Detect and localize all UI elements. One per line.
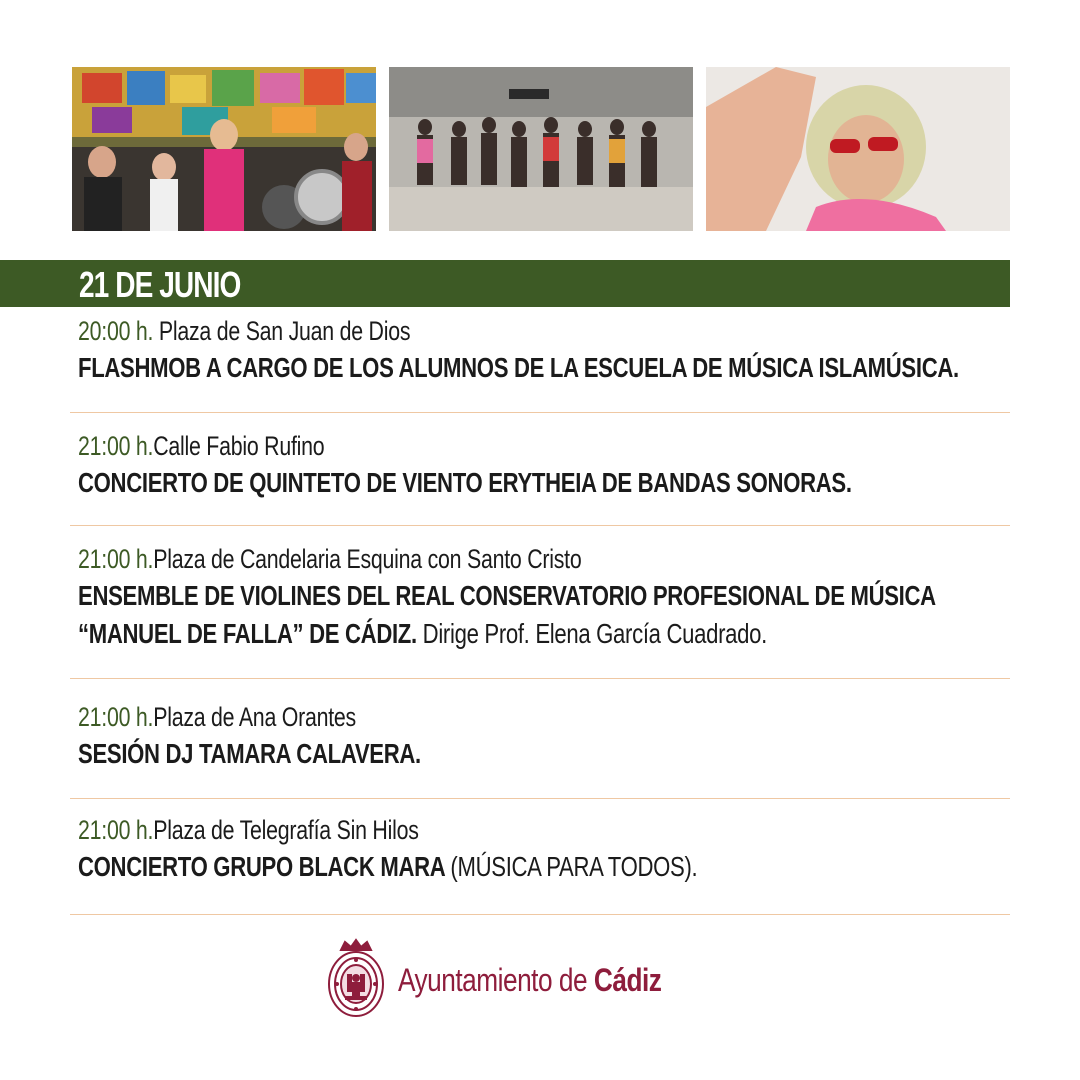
event-when-where: [78, 541, 814, 577]
event-place: Plaza de Telegrafía Sin Hilos: [153, 815, 419, 845]
brand-prefix: Ayuntamiento de: [398, 962, 588, 998]
event-item: [70, 799, 1010, 915]
event-time: 20:00 h.: [78, 316, 154, 346]
event-title-continued: [78, 615, 814, 653]
event-place: Plaza de Ana Orantes: [153, 702, 356, 732]
event-item: [70, 413, 1010, 526]
event-title-note: (MÚSICA PARA TODOS).: [450, 851, 698, 882]
date-heading: 21 DE JUNIO: [79, 264, 241, 305]
event-place: Plaza de Candelaria Esquina con Santo Cristo: [153, 544, 582, 574]
event-title: FLASHMOB A CARGO DE LOS ALUMNOS DE LA ESCUELA DE MÚSICA ISLAMÚSICA.: [78, 352, 959, 383]
photo-strip: [72, 67, 1010, 231]
event-time: 21:00 h.: [78, 815, 154, 845]
dj-portrait-photo: [706, 67, 1010, 231]
event-item: [70, 679, 1010, 799]
event-title: [78, 848, 814, 886]
band-playing-photo: [72, 67, 376, 231]
event-title: CONCIERTO DE QUINTETO DE VIENTO ERYTHEIA DE BANDAS SONORAS.: [78, 467, 852, 498]
event-time: 21:00 h.: [78, 702, 154, 732]
flashmob-crowd-photo: [389, 67, 693, 231]
event-title: SESIÓN DJ TAMARA CALAVERA.: [78, 738, 421, 769]
brand-name: Cádiz: [593, 962, 662, 998]
event-when-where: [78, 313, 814, 349]
event-title: ENSEMBLE DE VIOLINES DEL REAL CONSERVATORIO PROFESIONAL DE MÚSICA: [78, 580, 936, 611]
event-title-part: “MANUEL DE FALLA” DE CÁDIZ.: [78, 618, 417, 649]
footer-logo: [325, 938, 745, 1020]
event-when-where: [78, 812, 814, 848]
event-when-where: [78, 699, 814, 735]
footer-brand: [398, 960, 661, 1000]
event-item: [70, 307, 1010, 413]
event-item: [70, 526, 1010, 679]
event-place: Plaza de San Juan de Dios: [158, 316, 411, 346]
event-place: Calle Fabio Rufino: [153, 431, 325, 461]
event-time: 21:00 h.: [78, 544, 154, 574]
event-title-part: CONCIERTO GRUPO BLACK MARA: [78, 851, 445, 882]
event-time: 21:00 h.: [78, 431, 154, 461]
event-director-note: Dirige Prof. Elena García Cuadrado.: [422, 618, 767, 649]
event-list: [70, 307, 1010, 915]
coat-of-arms-icon: [325, 938, 387, 1020]
event-when-where: [78, 428, 814, 464]
